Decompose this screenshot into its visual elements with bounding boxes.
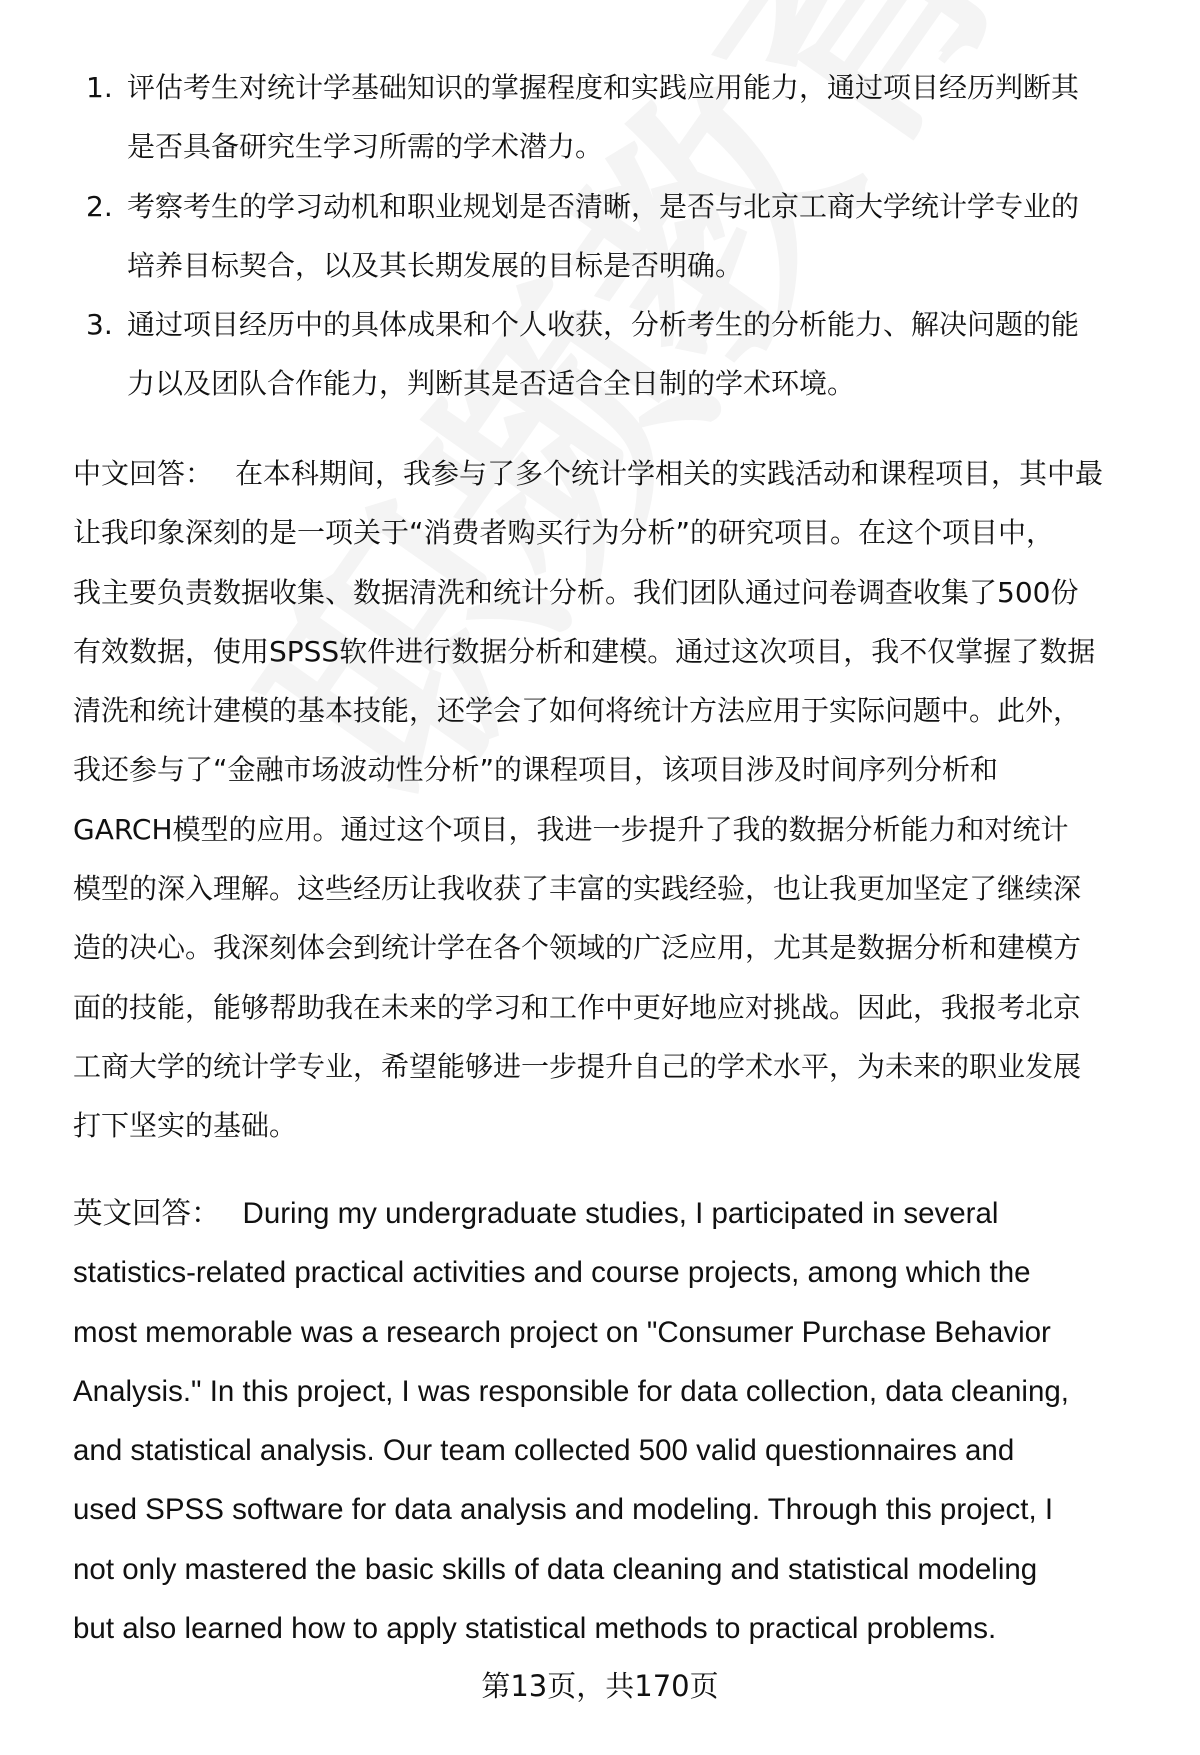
- list-item: [73, 58, 1153, 177]
- paragraph-line: 模型的深入理解。这些经历让我收获了丰富的实践经验，也让我更加坚定了继续深: [73, 872, 1082, 906]
- paragraph-text: During my undergraduate studies, I participated in several: [242, 1197, 999, 1230]
- paragraph-text: 在本科期间，我参与了多个统计学相关的实践活动和课程项目，其中最: [235, 457, 1104, 490]
- paragraph-line: most memorable was a research project on "Consumer Purchase Behavior: [73, 1315, 1051, 1349]
- list-text: 评估考生对统计学基础知识的掌握程度和实践应用能力，通过项目经历判断其: [127, 71, 1080, 104]
- answer-label: 英文回答：: [73, 1197, 221, 1230]
- list-item: [73, 177, 1153, 296]
- paragraph-line: Analysis." In this project, I was responsible for data collection, data cleaning,: [73, 1374, 1069, 1408]
- paragraph-line: but also learned how to apply statistical methods to practical problems.: [73, 1612, 997, 1646]
- list-text: 是否具备研究生学习所需的学术潜力。: [127, 130, 604, 164]
- paragraph-line: used SPSS software for data analysis and modeling. Through this project, I: [73, 1493, 1054, 1527]
- paragraph-line: not only mastered the basic skills of data cleaning and statistical modeling: [73, 1552, 1038, 1586]
- paragraph-line: statistics-related practical activities and course projects, among which the: [73, 1256, 1031, 1290]
- list-text: 培养目标契合，以及其长期发展的目标是否明确。: [127, 248, 744, 282]
- paragraph-line: [73, 444, 1153, 503]
- paragraph-line: 我主要负责数据收集、数据清洗和统计分析。我们团队通过问卷调查收集了500份: [73, 575, 1079, 609]
- paragraph-line: 面的技能，能够帮助我在未来的学习和工作中更好地应对挑战。因此，我报考北京: [73, 990, 1082, 1024]
- paragraph-line: 造的决心。我深刻体会到统计学在各个领域的广泛应用，尤其是数据分析和建模方: [73, 931, 1082, 965]
- english-answer: [73, 1184, 1163, 1658]
- list-number: 3.: [86, 308, 113, 342]
- list-item: [73, 295, 1153, 414]
- paragraph-line: 我还参与了“金融市场波动性分析”的课程项目，该项目涉及时间序列分析和: [73, 753, 999, 787]
- list-text: 力以及团队合作能力，判断其是否适合全日制的学术环境。: [127, 367, 856, 401]
- list-text: 通过项目经历中的具体成果和个人收获，分析考生的分析能力、解决问题的能: [127, 308, 1080, 342]
- list-number: 1.: [86, 71, 113, 104]
- paragraph-line: 清洗和统计建模的基本技能，还学会了如何将统计方法应用于实际问题中。此外，: [73, 694, 1082, 728]
- chinese-answer: [73, 444, 1153, 1156]
- list-text: 考察考生的学习动机和职业规划是否清晰，是否与北京工商大学统计学专业的: [127, 189, 1080, 223]
- page-number: 第13页，共170页: [481, 1669, 719, 1703]
- paragraph-line: 工商大学的统计学专业，希望能够进一步提升自己的学术水平，为未来的职业发展: [73, 1049, 1082, 1083]
- list-number: 2.: [86, 189, 113, 223]
- paragraph-line: 打下坚实的基础。: [73, 1109, 298, 1143]
- paragraph-line: and statistical analysis. Our team collected 500 valid questionnaires and: [73, 1434, 1015, 1468]
- answer-label: 中文回答：: [73, 457, 214, 490]
- paragraph-line: 有效数据，使用SPSS软件进行数据分析和建模。通过这次项目，我不仅掌握了数据: [73, 634, 1096, 668]
- paragraph-line: [73, 1184, 1163, 1243]
- paragraph-line: 让我印象深刻的是一项关于“消费者购买行为分析”的研究项目。在这个项目中，: [73, 516, 1055, 550]
- paragraph-line: GARCH模型的应用。通过这个项目，我进一步提升了我的数据分析能力和对统计: [73, 812, 1069, 846]
- question-intent-list: [73, 58, 1153, 414]
